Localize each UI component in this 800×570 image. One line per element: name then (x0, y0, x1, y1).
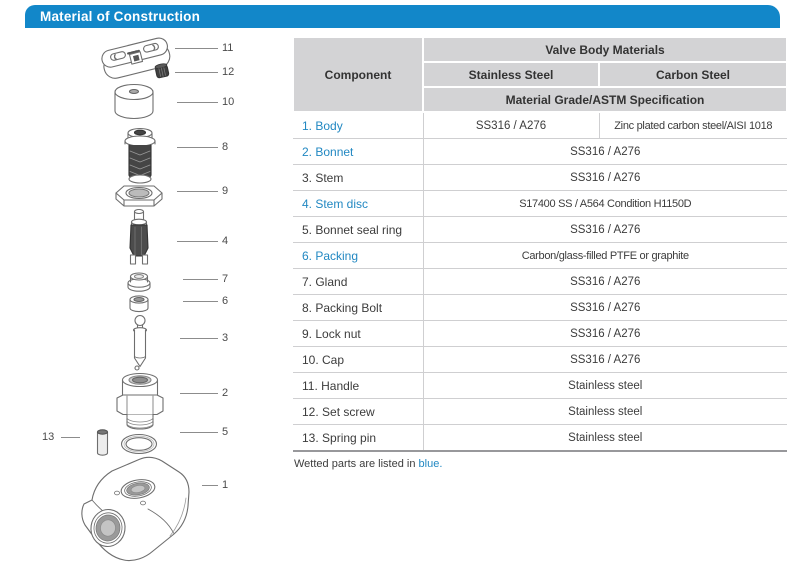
footnote-highlight: blue. (418, 458, 443, 470)
component-cell: 1. Body (293, 112, 423, 139)
table-body (293, 112, 787, 451)
callout-line (177, 147, 218, 148)
table-row (293, 165, 787, 191)
material-cell: Zinc plated carbon steel/AISI 1018 (599, 112, 787, 139)
table-row (293, 217, 787, 243)
table-row (293, 347, 787, 373)
callout-line (180, 393, 218, 394)
callout-number: 3 (222, 332, 229, 344)
materials-table-wrap (292, 36, 786, 470)
component-cell: 10. Cap (293, 347, 423, 373)
callout-number: 2 (222, 387, 229, 399)
callout-line (61, 437, 80, 438)
part-8-packing-bolt (125, 129, 155, 184)
callout-number: 9 (222, 185, 229, 197)
part-1-body (82, 457, 189, 560)
part-7-gland (128, 273, 150, 291)
material-cell: SS316 / A276 (423, 347, 787, 373)
component-cell: 3. Stem (293, 165, 423, 191)
table-row (293, 399, 787, 425)
part-13-spring-pin (98, 430, 108, 455)
page-title: Material of Construction (40, 9, 201, 24)
callout-number: 11 (222, 42, 234, 54)
header-component: Component (293, 37, 423, 112)
footnote-text: Wetted parts are listed in (294, 458, 419, 470)
component-cell: 11. Handle (293, 373, 423, 399)
material-cell: Stainless steel (423, 399, 787, 425)
table-row (293, 425, 787, 452)
table-row (293, 191, 787, 217)
callout-line (175, 48, 218, 49)
material-cell: Stainless steel (423, 425, 787, 452)
callout-number: 5 (222, 426, 229, 438)
material-cell: SS316 / A276 (423, 217, 787, 243)
callout-line (180, 338, 218, 339)
callout-line (175, 72, 218, 73)
part-10-cap (115, 85, 153, 119)
component-cell: 6. Packing (293, 243, 423, 269)
component-cell: 7. Gland (293, 269, 423, 295)
table-row (293, 139, 787, 165)
callout-line (183, 301, 218, 302)
part-6-packing (130, 296, 148, 312)
callout-line (177, 241, 218, 242)
callout-number: 1 (222, 479, 229, 491)
material-cell: Stainless steel (423, 373, 787, 399)
table-row (293, 269, 787, 295)
material-cell: S17400 SS / A564 Condition H1150D (423, 191, 787, 217)
callout-line (202, 485, 218, 486)
material-cell: SS316 / A276 (423, 321, 787, 347)
header-stainless-steel: Stainless Steel (423, 62, 599, 87)
header-carbon-steel: Carbon Steel (599, 62, 787, 87)
material-cell: SS316 / A276 (423, 295, 787, 321)
callout-line (177, 191, 218, 192)
part-3-stem (134, 316, 147, 367)
material-cell: Carbon/glass-filled PTFE or graphite (423, 243, 787, 269)
component-cell: 5. Bonnet seal ring (293, 217, 423, 243)
table-row (293, 321, 787, 347)
component-cell: 9. Lock nut (293, 321, 423, 347)
material-cell: SS316 / A276 (423, 165, 787, 191)
callout-line (177, 102, 218, 103)
callout-number: 7 (222, 273, 229, 285)
component-cell: 8. Packing Bolt (293, 295, 423, 321)
callout-number: 6 (222, 295, 229, 307)
part-4-stem-disc (130, 210, 148, 265)
part-12-set-screw (155, 63, 169, 78)
callout-line (183, 279, 218, 280)
material-cell: SS316 / A276 (423, 269, 787, 295)
part-9-lock-nut (116, 186, 162, 206)
component-cell: 4. Stem disc (293, 191, 423, 217)
component-cell: 13. Spring pin (293, 425, 423, 452)
material-cell: SS316 / A276 (423, 112, 599, 139)
callout-line (180, 432, 218, 433)
material-cell: SS316 / A276 (423, 139, 787, 165)
table-footnote (292, 458, 786, 470)
callout-number: 4 (222, 235, 229, 247)
table-header (293, 37, 787, 112)
callout-number: 10 (222, 96, 235, 108)
part-2-bonnet (117, 366, 163, 429)
header-valve-body-materials: Valve Body Materials (423, 37, 787, 62)
header-material-grade: Material Grade/ASTM Specification (423, 87, 787, 112)
table-row (293, 243, 787, 269)
table-row (293, 295, 787, 321)
component-cell: 12. Set screw (293, 399, 423, 425)
callout-number: 12 (222, 66, 235, 78)
component-cell: 2. Bonnet (293, 139, 423, 165)
materials-table (292, 36, 788, 452)
callout-number: 8 (222, 141, 229, 153)
callout-number: 13 (42, 431, 55, 443)
part-5-seal-ring (122, 435, 157, 454)
table-row (293, 373, 787, 399)
table-row (293, 112, 787, 139)
